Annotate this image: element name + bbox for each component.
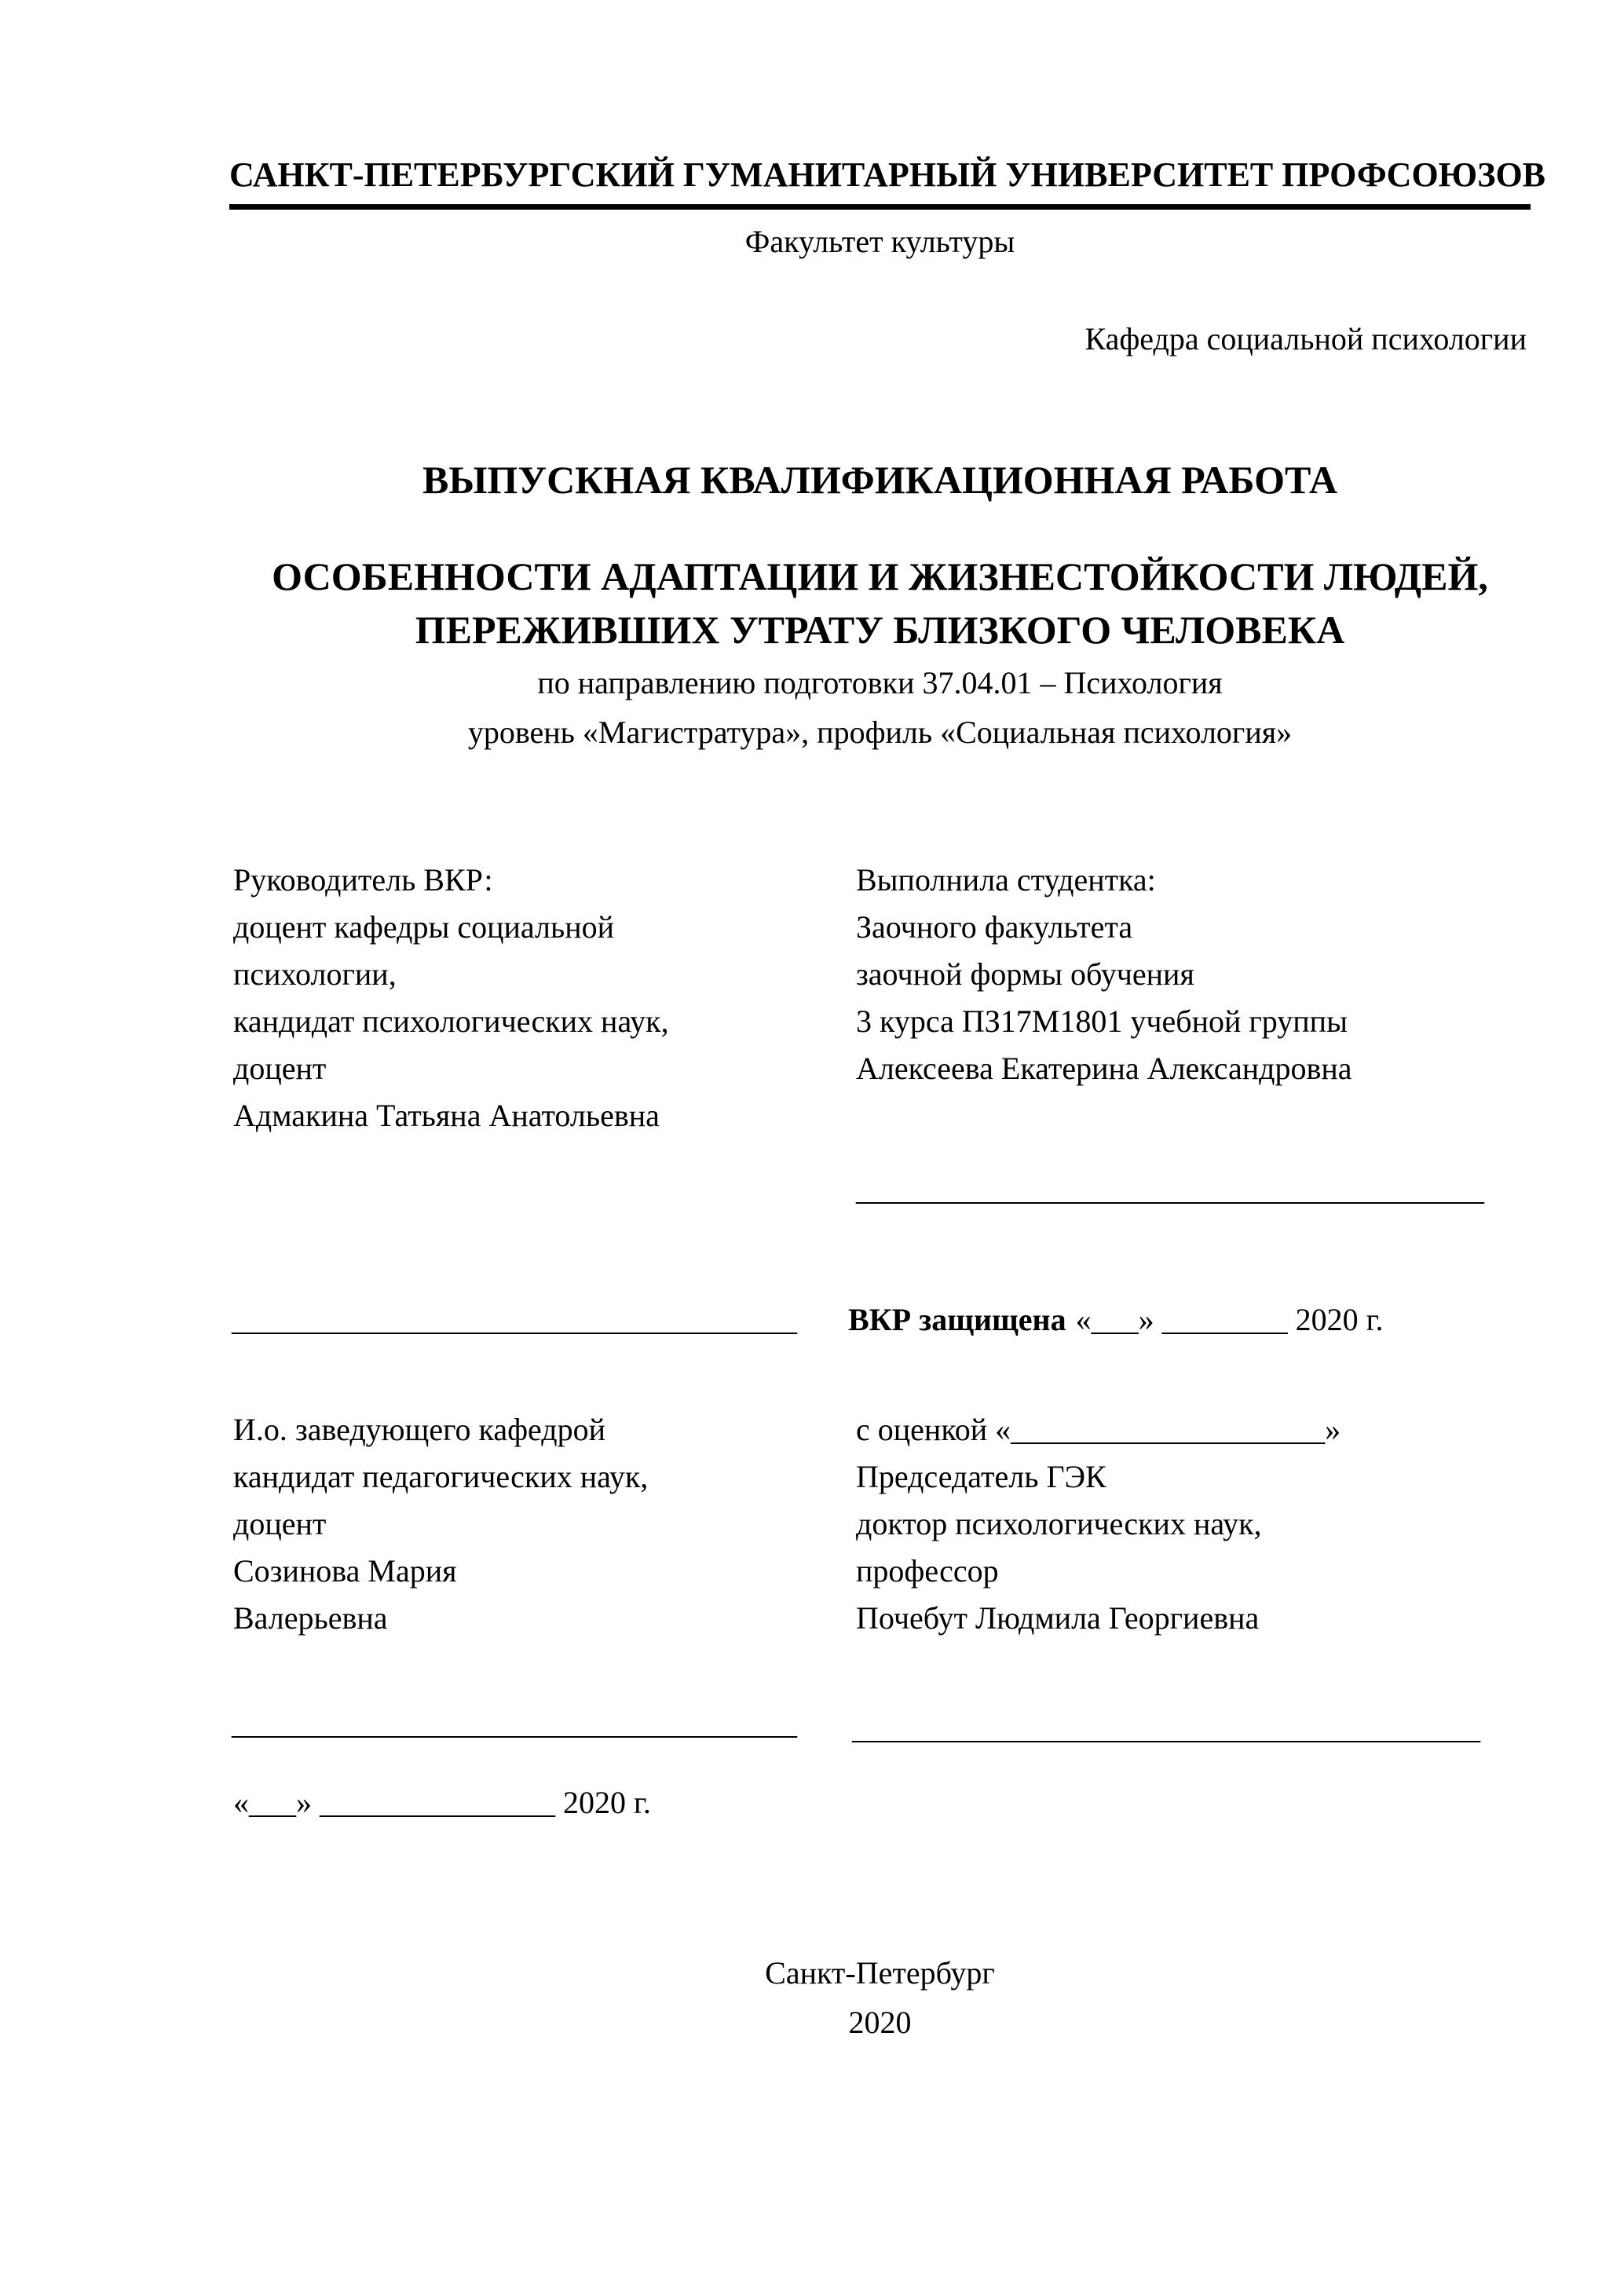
head-role-line: И.о. заведующего кафедрой xyxy=(233,1412,606,1447)
city-name: Санкт-Петербург xyxy=(765,1955,995,1991)
defense-label: ВКР защищена xyxy=(848,1302,1066,1337)
program-level-line: уровень «Магистратура», профиль «Социальная психология» xyxy=(467,715,1293,750)
supervisor-role: Руководитель ВКР: xyxy=(233,862,493,898)
committee-rank-line: профессор xyxy=(856,1553,999,1589)
defense-date-blank: «___» ________ 2020 г. xyxy=(1075,1302,1384,1337)
supervisor-name: Адмакина Татьяна Анатольевна xyxy=(233,1098,660,1133)
head-name-line-1: Созинова Мария xyxy=(233,1553,457,1589)
supervisor-position-line-1: доцент кафедры социальной xyxy=(233,909,615,945)
student-role: Выполнила студентка: xyxy=(856,862,1156,898)
faculty-name: Факультет культуры xyxy=(744,224,1015,259)
supervisor-position-line-2: психологии, xyxy=(233,956,397,992)
defense-status-line xyxy=(848,1296,1602,1344)
student-faculty-line: Заочного факультета xyxy=(856,909,1133,945)
thesis-title xyxy=(162,550,1598,656)
grade-blank-line: с оценкой «____________________» xyxy=(856,1412,1341,1447)
head-signature-line: ____________________________________ xyxy=(232,1706,797,1741)
thesis-title-line-1: ОСОБЕННОСТИ АДАПТАЦИИ И ЖИЗНЕСТОЙКОСТИ ЛЮДЕЙ, xyxy=(272,554,1488,598)
student-signature-line: ________________________________________ xyxy=(856,1172,1484,1207)
supervisor-signature-line: ____________________________________ xyxy=(232,1302,797,1337)
department-name: Кафедра социальной психологии xyxy=(1084,321,1527,356)
footer-block xyxy=(229,1948,1531,2047)
student-group-line: 3 курса ПЗ17М1801 учебной группы xyxy=(856,1004,1348,1039)
university-header: САНКТ-ПЕТЕРБУРГСКИЙ ГУМАНИТАРНЫЙ УНИВЕРСИТЕТ ПРОФСОЮЗОВ xyxy=(229,149,1531,210)
program-block xyxy=(229,658,1531,757)
committee-signature-line: ________________________________________ xyxy=(852,1710,1480,1746)
head-degree-line: кандидат педагогических наук, xyxy=(233,1459,649,1494)
head-of-department-block xyxy=(233,1406,861,1642)
work-type-heading: ВЫПУСКНАЯ КВАЛИФИКАЦИОННАЯ РАБОТА xyxy=(422,458,1337,502)
student-form-line: заочной формы обучения xyxy=(856,956,1194,992)
supervisor-block xyxy=(233,857,861,1139)
head-rank-line: доцент xyxy=(233,1506,327,1541)
committee-chair-role: Председатель ГЭК xyxy=(856,1459,1106,1494)
head-date-blank: «___» _______________ 2020 г. xyxy=(233,1785,651,1820)
head-name-line-2: Валерьевна xyxy=(233,1600,388,1636)
supervisor-rank-line: доцент xyxy=(233,1051,327,1086)
committee-chair-name: Почебут Людмила Георгиевна xyxy=(856,1600,1260,1636)
committee-degree-line: доктор психологических наук, xyxy=(856,1506,1262,1541)
year-label: 2020 xyxy=(848,2005,912,2040)
supervisor-degree-line: кандидат психологических наук, xyxy=(233,1004,669,1039)
thesis-title-line-2: ПЕРЕЖИВШИХ УТРАТУ БЛИЗКОГО ЧЕЛОВЕКА xyxy=(415,608,1345,652)
program-direction-line: по направлению подготовки 37.04.01 – Психология xyxy=(537,665,1223,700)
committee-block xyxy=(856,1406,1586,1642)
student-block xyxy=(856,857,1571,1092)
student-name: Алексеева Екатерина Александровна xyxy=(856,1051,1352,1086)
